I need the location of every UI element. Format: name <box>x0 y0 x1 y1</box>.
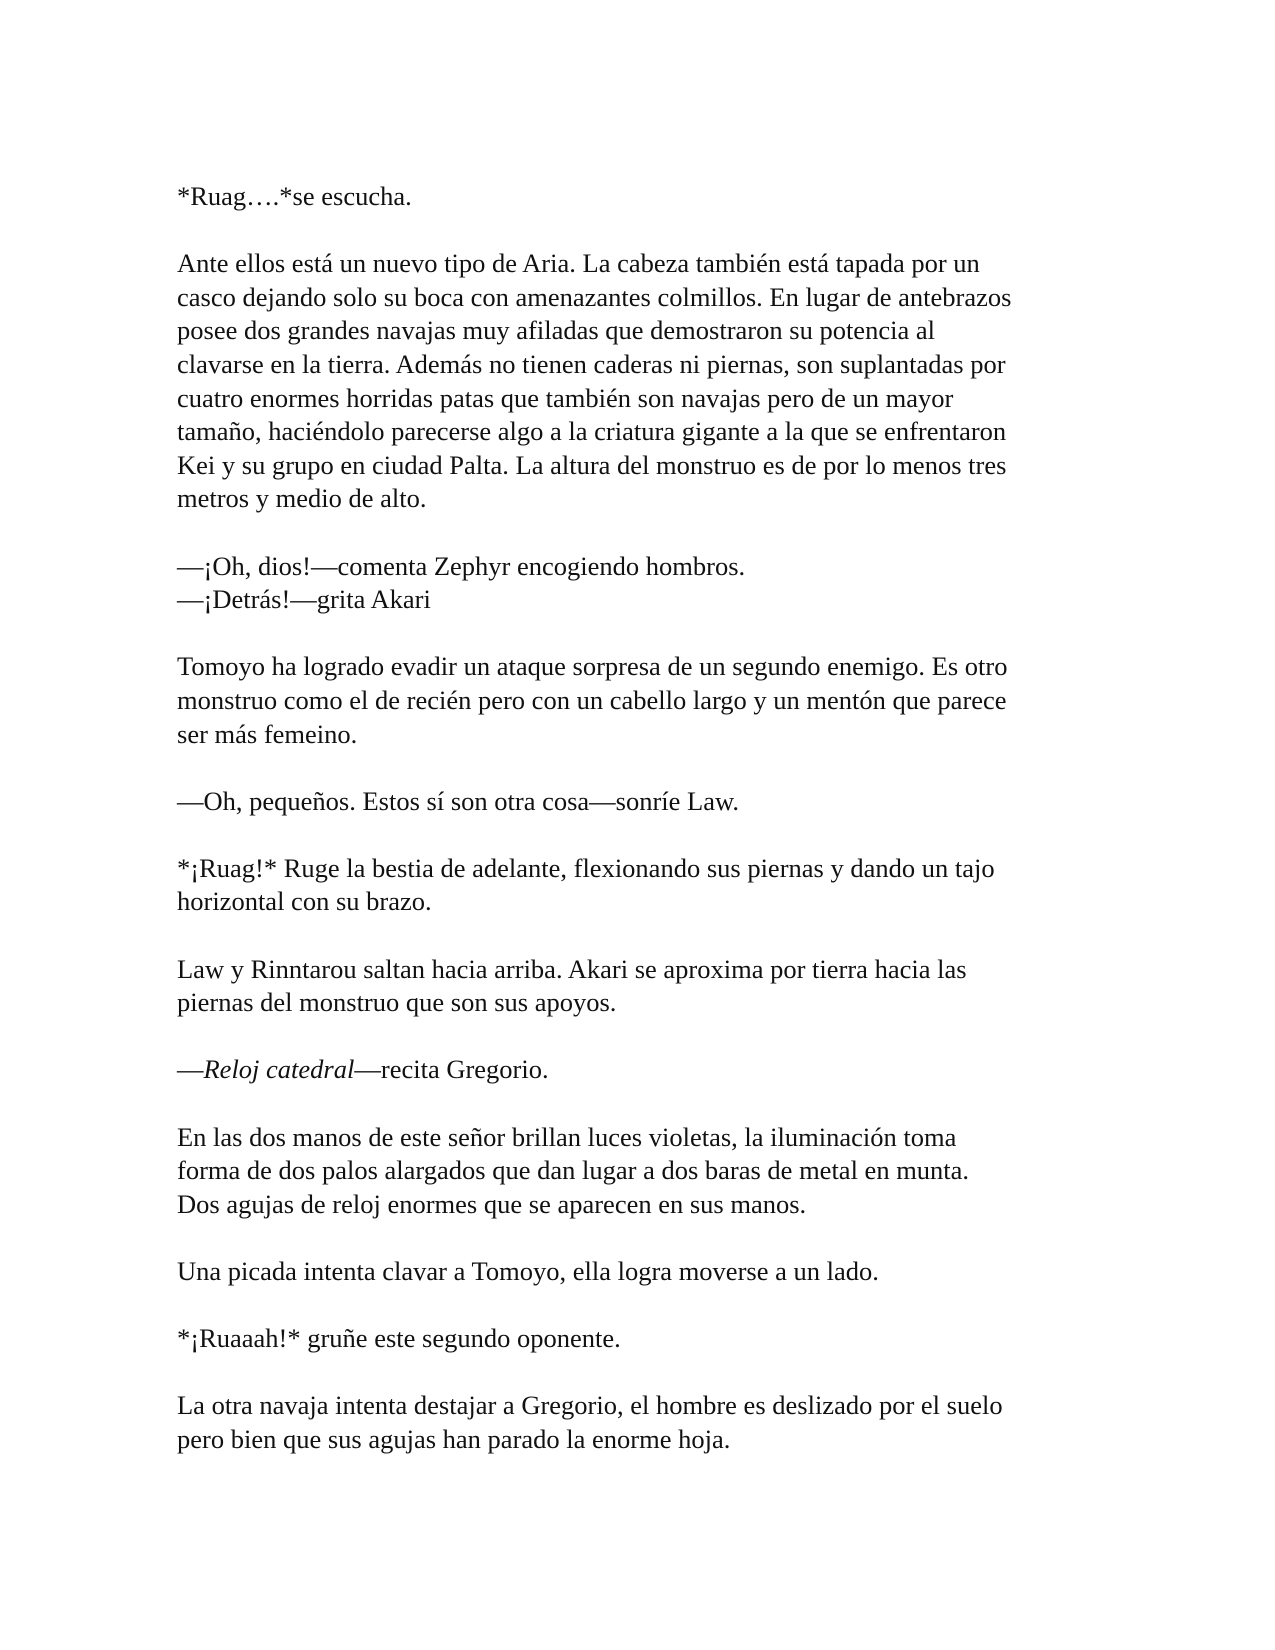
paragraph-2 <box>177 247 1107 516</box>
text-line: Kei y su grupo en ciudad Palta. La altura del monstruo es de por lo menos tres <box>177 449 1007 480</box>
text-line: pero bien que sus agujas han parado la enorme hoja. <box>177 1423 731 1454</box>
text-line: Tomoyo ha logrado evadir un ataque sorpresa de un segundo enemigo. Es otro <box>177 651 1008 682</box>
text-line: posee dos grandes navajas muy afiladas que demostraron su potencia al <box>177 315 935 346</box>
paragraph-12 <box>177 1389 1107 1456</box>
text-line: horizontal con su brazo. <box>177 886 432 917</box>
paragraph-4 <box>177 650 1107 751</box>
text-line: monstruo como el de recién pero con un cabello largo y un mentón que parece <box>177 684 1007 715</box>
spell-name: Reloj catedral <box>203 1054 355 1085</box>
dialogue-line <box>177 1053 1107 1087</box>
paragraph-7 <box>177 953 1107 1020</box>
text-line: casco dejando solo su boca con amenazantes colmillos. En lugar de antebrazos <box>177 281 1012 312</box>
dialogue-line: —Oh, pequeños. Estos sí son otra cosa—sonríe Law. <box>177 785 740 816</box>
dialogue-line: —¡Detrás!—grita Akari <box>177 584 431 615</box>
paragraph-1 <box>177 180 1107 214</box>
text-line: En las dos manos de este señor brillan luces violetas, la iluminación toma <box>177 1121 957 1152</box>
paragraph-9 <box>177 1121 1107 1222</box>
paragraph-6 <box>177 852 1107 919</box>
text-line: Una picada intenta clavar a Tomoyo, ella logra moverse a un lado. <box>177 1256 879 1286</box>
text-line: *¡Ruag!* Ruge la bestia de adelante, flexionando sus piernas y dando un tajo <box>177 852 995 883</box>
text-line: forma de dos palos alargados que dan lugar a dos baras de metal en munta. <box>177 1155 970 1186</box>
dialogue-tag: —recita Gregorio. <box>354 1054 549 1085</box>
text-line: piernas del monstruo que son sus apoyos. <box>177 987 617 1018</box>
text-line: *Ruag….*se escucha. <box>177 181 412 211</box>
text-line: cuatro enormes horridas patas que también son navajas pero de un mayor <box>177 382 954 413</box>
text-line: Dos agujas de reloj enormes que se aparecen en sus manos. <box>177 1188 807 1219</box>
dialogue-line: —¡Oh, dios!—comenta Zephyr encogiendo hombros. <box>177 550 746 581</box>
text-line: Ante ellos está un nuevo tipo de Aria. La cabeza también está tapada por un <box>177 248 980 279</box>
paragraph-11 <box>177 1322 1107 1356</box>
paragraph-3 <box>177 550 1107 617</box>
text-line: tamaño, haciéndolo parecerse algo a la criatura gigante a la que se enfrentaron <box>177 416 1007 447</box>
paragraph-10 <box>177 1255 1107 1289</box>
paragraph-5 <box>177 785 1107 819</box>
body-text <box>177 180 1107 1457</box>
text-line: *¡Ruaaah!* gruñe este segundo oponente. <box>177 1323 621 1354</box>
dialogue-dash: — <box>177 1054 204 1085</box>
text-line: ser más femeino. <box>177 718 358 749</box>
paragraph-8 <box>177 1053 1107 1087</box>
text-line: La otra navaja intenta destajar a Gregorio, el hombre es deslizado por el suelo <box>177 1390 1003 1421</box>
text-line: metros y medio de alto. <box>177 483 427 514</box>
text-line: clavarse en la tierra. Además no tienen caderas ni piernas, son suplantadas por <box>177 348 1006 379</box>
text-line: Law y Rinntarou saltan hacia arriba. Akari se aproxima por tierra hacia las <box>177 953 967 984</box>
